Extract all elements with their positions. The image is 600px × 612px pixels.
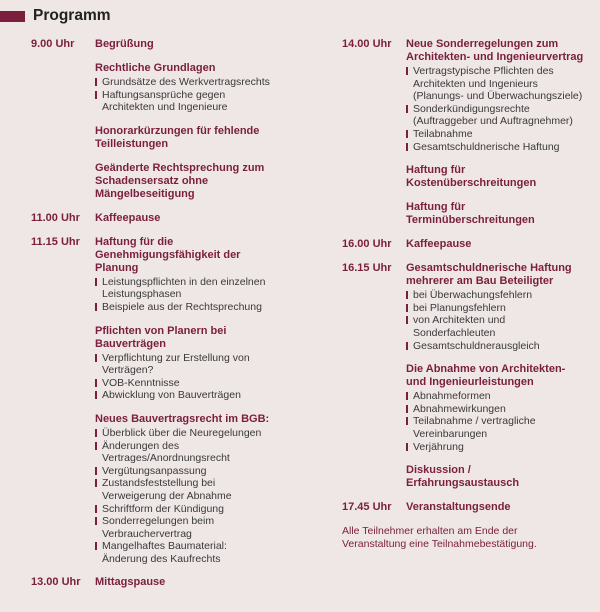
topic-list — [95, 76, 270, 114]
accent-bar — [0, 11, 25, 22]
session-block — [95, 162, 270, 201]
session-content — [406, 38, 586, 227]
session-heading: Diskussion / Erfahrungsaustausch — [406, 464, 520, 490]
session-heading: Neues Bauvertragsrecht im BGB: — [95, 412, 270, 425]
session-block — [406, 38, 586, 153]
topic-item: Mangelhaftes Baumaterial: Änderung des Kaufrechts — [95, 540, 270, 565]
topic-list — [95, 276, 270, 314]
session-heading: Veranstaltungsende — [406, 501, 511, 514]
topic-item: Teilabnahme / vertragliche Vereinbarungen — [406, 415, 586, 440]
session-block — [406, 363, 586, 453]
topic-item: Teilabnahme — [406, 128, 586, 141]
topic-item: bei Planungsfehlern — [406, 302, 586, 315]
session-content — [406, 262, 586, 490]
schedule-entry — [342, 38, 600, 227]
session-heading: Kaffeepause — [406, 238, 472, 251]
time-label: 9.00 Uhr — [31, 38, 75, 50]
session-heading: Pflichten von Planern bei Bauverträgen — [95, 324, 227, 350]
time-label: 11.15 Uhr — [31, 235, 80, 248]
topic-list — [95, 427, 270, 566]
topic-item: Sonderregelungen beim Verbrauchervertrag — [95, 515, 270, 540]
topic-item: Vergütungsanpassung — [95, 465, 270, 478]
schedule-entry — [342, 501, 600, 514]
topic-item: Sonderkündigungsrechte (Auftraggeber und Auftragnehmer) — [406, 103, 586, 128]
session-heading: Geänderte Rechtsprechung zum Schadensersatz ohne Mängelbeseitigung — [95, 161, 265, 200]
topic-item: Haftungsansprüche gegen Architekten und Ingenieure — [95, 89, 270, 114]
session-block — [95, 325, 270, 402]
session-block — [95, 236, 270, 314]
schedule-entry — [31, 212, 296, 225]
topic-item: Beispiele aus der Rechtsprechung — [95, 301, 270, 314]
session-block — [95, 576, 270, 589]
session-block — [95, 125, 270, 151]
session-heading: Begrüßung — [95, 38, 154, 50]
topic-item: Schriftform der Kündigung — [95, 503, 270, 516]
session-block — [95, 413, 270, 566]
session-content — [95, 212, 270, 225]
session-content — [95, 576, 270, 589]
topic-list — [406, 289, 586, 352]
topic-item: bei Überwachungsfehlern — [406, 289, 586, 302]
topic-item: Abwicklung von Bauverträgen — [95, 389, 270, 402]
schedule-entry — [342, 238, 600, 251]
time-label: 16.00 Uhr — [342, 238, 392, 251]
schedule-entry — [342, 262, 600, 490]
session-block — [95, 38, 270, 51]
topic-item: Grundsätze des Werkvertragsrechts — [95, 76, 270, 89]
session-heading: Neue Sonderregelungen zum Architekten- und Ingenieurvertrag — [406, 38, 584, 63]
topic-item: Verjährung — [406, 441, 586, 454]
topic-item: Verpflichtung zur Erstellung von Verträgen? — [95, 352, 270, 377]
topic-item: Abnahmewirkungen — [406, 403, 586, 416]
schedule-entry — [31, 236, 296, 566]
session-content — [406, 238, 586, 251]
session-block — [406, 464, 586, 490]
page-title: Programm — [33, 7, 111, 24]
right-column — [342, 38, 600, 551]
topic-item: von Architekten und Sonderfachleuten — [406, 314, 586, 339]
session-block — [95, 62, 270, 114]
time-label: 14.00 Uhr — [342, 38, 392, 50]
session-block — [406, 238, 586, 251]
session-heading: Kaffeepause — [95, 211, 161, 224]
session-block — [406, 201, 586, 227]
time-label: 17.45 Uhr — [342, 501, 392, 514]
session-block — [406, 164, 586, 190]
session-block — [95, 212, 270, 225]
session-heading: Mittagspause — [95, 576, 166, 589]
topic-list — [406, 390, 586, 453]
topic-item: Änderungen des Vertrages/Anordnungsrecht — [95, 440, 270, 465]
topic-item: Abnahmeformen — [406, 390, 586, 403]
session-block — [406, 262, 586, 352]
topic-item: Gesamtschuldnerausgleich — [406, 340, 586, 353]
topic-list — [95, 352, 270, 402]
session-heading: Haftung für Kostenüberschreitungen — [406, 164, 537, 190]
left-column — [31, 38, 296, 600]
session-block — [406, 501, 586, 514]
topic-item: Vertragstypische Pflichten des Architekten und Ingenieurs (Planungs- und Überwachungsziele) — [406, 65, 586, 103]
session-heading: Haftung für Terminüberschreitungen — [406, 201, 535, 227]
session-heading: Die Abnahme von Architekten- und Ingenieurleistungen — [406, 363, 566, 389]
schedule-entry — [31, 576, 296, 589]
session-content — [95, 38, 270, 201]
session-heading: Gesamtschuldnerische Haftung mehrerer am Bau Beteiligter — [406, 262, 572, 288]
topic-item: Gesamtschuldnerische Haftung — [406, 141, 586, 154]
topic-item: Leistungspflichten in den einzelnen Leistungsphasen — [95, 276, 270, 301]
session-content — [95, 236, 270, 566]
session-content — [406, 501, 586, 514]
topic-item: VOB-Kenntnisse — [95, 377, 270, 390]
certificate-note: Alle Teilnehmer erhalten am Ende der Veranstaltung eine Teilnahmebestätigung. — [342, 525, 537, 551]
schedule-entry — [31, 38, 296, 201]
time-label: 13.00 Uhr — [31, 576, 81, 589]
session-heading: Haftung für die Genehmigungsfähigkeit der Planung — [95, 235, 241, 274]
time-label: 11.00 Uhr — [31, 211, 80, 224]
topic-list — [406, 65, 586, 153]
session-heading: Honorarkürzungen für fehlende Teilleistungen — [95, 124, 260, 150]
time-label: 16.15 Uhr — [342, 262, 392, 275]
program-header — [0, 5, 111, 27]
topic-item: Überblick über die Neuregelungen — [95, 427, 270, 440]
session-heading: Rechtliche Grundlagen — [95, 62, 216, 74]
topic-item: Zustandsfeststellung bei Verweigerung der Abnahme — [95, 477, 270, 502]
